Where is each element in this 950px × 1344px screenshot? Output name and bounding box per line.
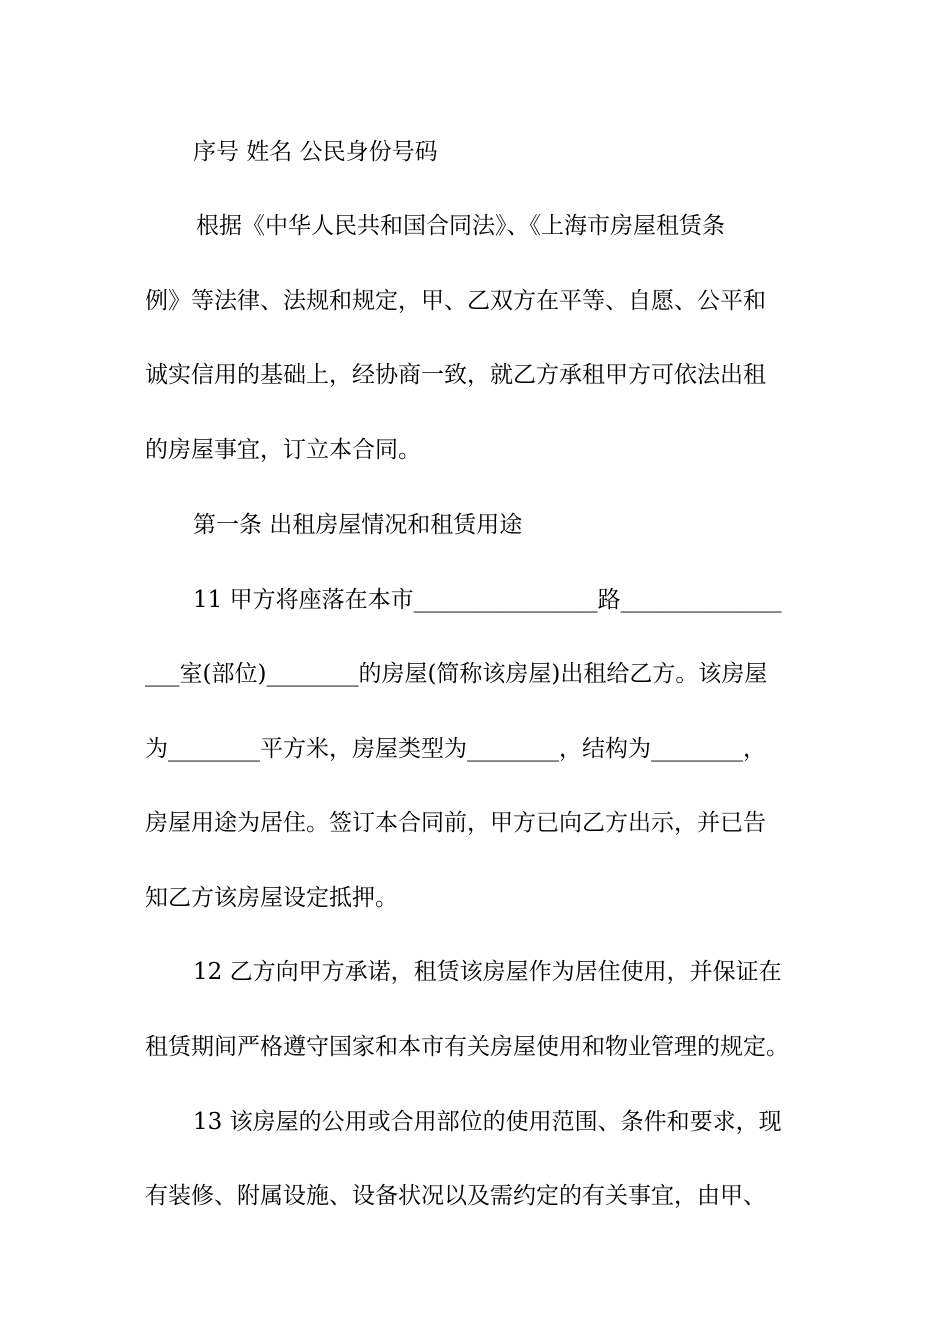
- clause-12-line-2: 租赁期间严格遵守国家和本市有关房屋使用和物业管理的规定。: [145, 1034, 789, 1060]
- preamble-line-1: 根据《中华人民共和国合同法》、《上海市房屋租赁条: [196, 213, 725, 239]
- clause-11-line-4: 房屋用途为居住。签订本合同前，甲方已向乙方出示，并已告: [145, 810, 766, 836]
- preamble-line-2: 例》等法律、法规和规定，甲、乙双方在平等、自愿、公平和: [145, 288, 766, 314]
- clause-11-line-2: ___室(部位)________的房屋(简称该房屋)出租给乙方。该房屋: [145, 661, 768, 687]
- clause-11-line-5: 知乙方该房屋设定抵押。: [145, 885, 398, 911]
- preamble-line-3: 诚实信用的基础上，经协商一致，就乙方承租甲方可依法出租: [145, 362, 766, 388]
- preamble-line-4: 的房屋事宜，订立本合同。: [145, 437, 421, 463]
- table-header-line: 序号 姓名 公民身份号码: [193, 139, 438, 165]
- clause-12-line-1: 12 乙方向甲方承诺，租赁该房屋作为居住使用，并保证在: [193, 959, 782, 985]
- clause-11-line-1: 11 甲方将座落在本市________________路______________: [193, 587, 782, 613]
- clause-11-line-3: 为________平方米，房屋类型为________，结构为________，: [145, 736, 766, 762]
- clause-13-line-2: 有装修、附属设施、设备状况以及需约定的有关事宜，由甲、: [145, 1183, 766, 1209]
- article-1-heading: 第一条 出租房屋情况和租赁用途: [193, 512, 523, 538]
- clause-13-line-1: 13 该房屋的公用或合用部位的使用范围、条件和要求，现: [193, 1109, 782, 1135]
